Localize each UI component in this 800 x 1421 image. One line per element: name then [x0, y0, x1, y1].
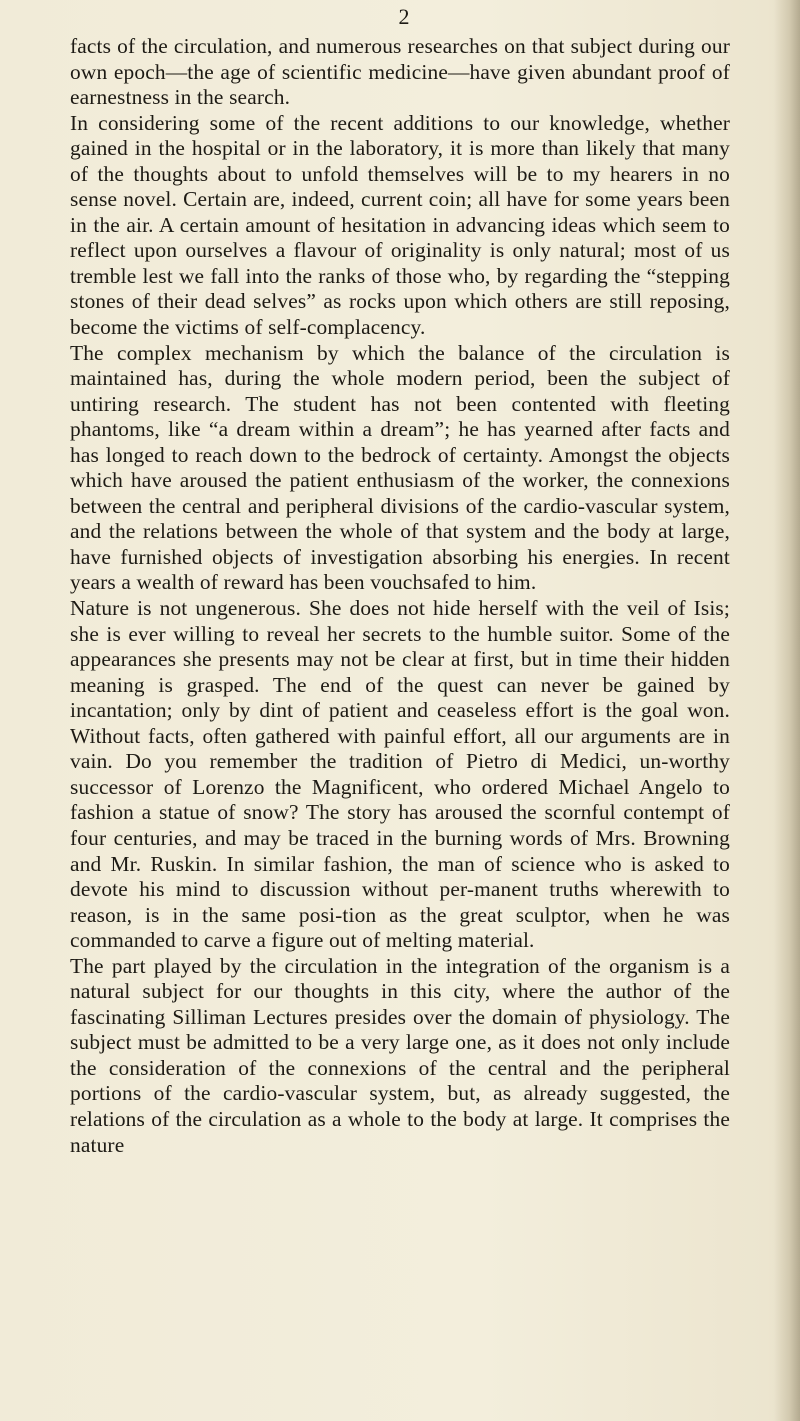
- paragraph-1: facts of the circulation, and numerous researches on that subject during our own epoch—the age of scientific medicine—have given abundant proof of earnestness in the search.: [70, 34, 730, 110]
- page-edge-shadow: [774, 0, 800, 1421]
- body-text: [70, 34, 730, 1158]
- paragraph-5: The part played by the circulation in the integration of the organism is a natural subject for our thoughts in this city, where the author of the fascinating Silliman Lectures presides over the domain of physiology. The subject must be admitted to be a very large one, as it does not only include the consideration of the connexions of the central and the peripheral portions of the cardio-vascular system, but, as already suggested, the relations of the circulation as a whole to the body at large. It comprises the nature: [70, 953, 730, 1157]
- paragraph-2: In considering some of the recent additions to our knowledge, whether gained in the hospital or in the laboratory, it is more than likely that many of the thoughts about to unfold themselves will be to my hearers in no sense novel. Certain are, indeed, current coin; all have for some years been in the air. A certain amount of hesitation in advancing ideas which seem to reflect upon ourselves a flavour of originality is only natural; most of us tremble lest we fall into the ranks of those who, by regarding the “stepping stones of their dead selves” as rocks upon which others are still reposing, become the victims of self-complacency.: [70, 110, 730, 340]
- page-number: 2: [398, 4, 410, 29]
- paragraph-4: Nature is not ungenerous. She does not hide herself with the veil of Isis; she is ever willing to reveal her secrets to the humble suitor. Some of the appearances she presents may not be clear at first, but in time their hidden meaning is grasped. The end of the quest can never be gained by incantation; only by dint of patient and ceaseless effort is the goal won. Without facts, often gathered with painful effort, all our arguments are in vain. Do you remember the tradition of Pietro di Medici, un-worthy successor of Lorenzo the Magnificent, who ordered Michael Angelo to fashion a statue of snow? The story has aroused the scornful contempt of four centuries, and may be traced in the burning words of Mrs. Browning and Mr. Ruskin. In similar fashion, the man of science who is asked to devote his mind to discussion without per-manent truths wherewith to reason, is in the same posi-tion as the great sculptor, when he was commanded to carve a figure out of melting material.: [70, 596, 730, 953]
- paragraph-3: The complex mechanism by which the balance of the circulation is maintained has, during the whole modern period, been the subject of untiring research. The student has not been contented with fleeting phantoms, like “a dream within a dream”; he has yearned after facts and has longed to reach down to the bedrock of certainty. Amongst the objects which have aroused the patient enthusiasm of the worker, the connexions between the central and peripheral divisions of the cardio-vascular system, and the relations between the whole of that system and the body at large, have furnished objects of investigation absorbing his energies. In recent years a wealth of reward has been vouchsafed to him.: [70, 340, 730, 595]
